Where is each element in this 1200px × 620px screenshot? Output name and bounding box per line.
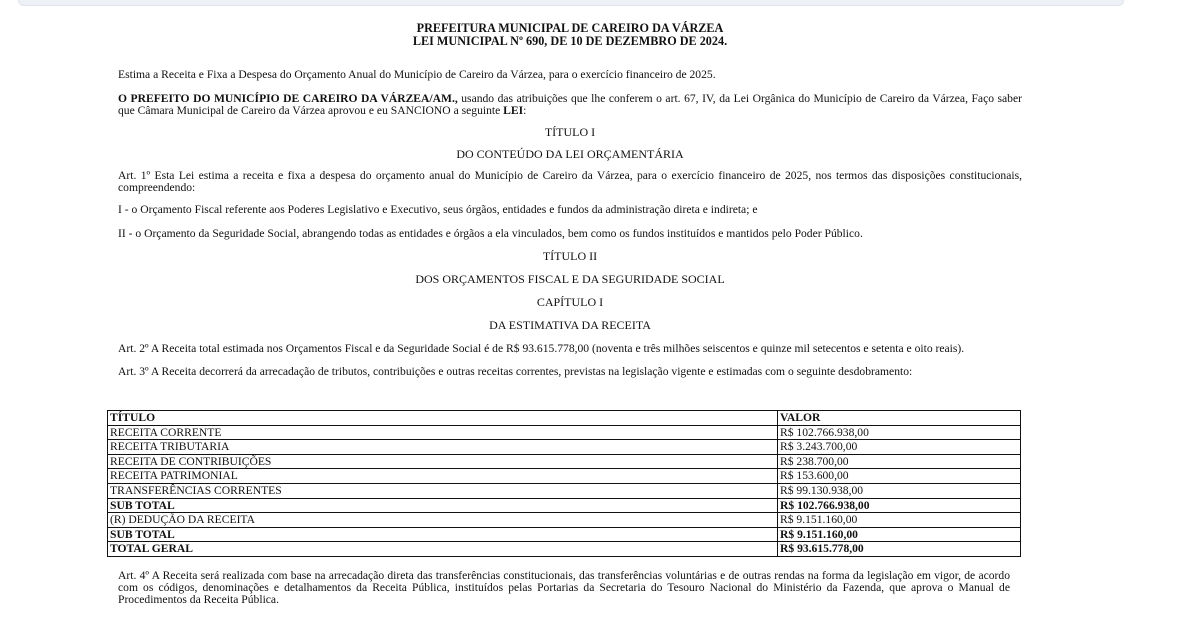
document-body <box>118 22 1022 378</box>
inciso-1: I - o Orçamento Fiscal referente aos Poderes Legislativo e Executivo, seus órgãos, entidades e fundos da administração direta e indireta; e <box>118 203 758 216</box>
table-row <box>108 469 1021 484</box>
table-row <box>108 440 1021 455</box>
table-cell-title: RECEITA CORRENTE <box>108 425 778 440</box>
table-row <box>108 454 1021 469</box>
table-cell-value: R$ 238.700,00 <box>778 454 1021 469</box>
table-cell-value: R$ 3.243.700,00 <box>778 440 1021 455</box>
table-cell-value: R$ 9.151.160,00 <box>778 527 1021 542</box>
table-cell-value: R$ 93.615.778,00 <box>778 542 1021 557</box>
table-header-row <box>108 411 1021 426</box>
titulo-2-label: TÍTULO II <box>542 249 598 263</box>
article-4: Art. 4º A Receita será realizada com base na arrecadação direta das transferências constitucionais, das transferências voluntárias e de outras rendas na forma da legislação em vigor, de acordo com os códigos, denominações e detalhamentos da Receita Pública, instituídos pelas Portarias da Secretaria do Tesouro Nacional do Ministério da Fazenda, que aprova o Manual de Procedimentos da Receita Pública. <box>118 569 1010 606</box>
table-row-subtotal <box>108 527 1021 542</box>
preambulo <box>118 93 1022 117</box>
table-row-total <box>108 542 1021 557</box>
table-row <box>108 513 1021 528</box>
revenue-table <box>107 410 1021 557</box>
article-1: Art. 1º Esta Lei estima a receita e fixa a despesa do orçamento anual do Município de Careiro da Várzea, para o exercício financeiro de 2025, nos termos das disposições constitucionais, compreendendo: <box>118 169 1022 194</box>
preambulo-colon: : <box>523 104 527 117</box>
table-header-valor: VALOR <box>778 411 1021 426</box>
preambulo-lei: LEI <box>503 104 524 117</box>
capitulo-1-label: CAPÍTULO I <box>536 295 604 309</box>
table-cell-value: R$ 153.600,00 <box>778 469 1021 484</box>
table-cell-value: R$ 102.766.938,00 <box>778 425 1021 440</box>
ementa: Estima a Receita e Fixa a Despesa do Orçamento Anual do Município de Careiro da Várzea, para o exercício financeiro de 2025. <box>118 68 716 81</box>
table-cell-title: TOTAL GERAL <box>108 542 778 557</box>
table-cell-title: SUB TOTAL <box>108 498 778 513</box>
header-line-2: LEI MUNICIPAL Nº 690, DE 10 DE DEZEMBRO DE 2024. <box>412 34 728 48</box>
table-cell-value: R$ 99.130.938,00 <box>778 483 1021 498</box>
capitulo-1-name: DA ESTIMATIVA DA RECEITA <box>489 318 651 332</box>
table-cell-title: RECEITA TRIBUTARIA <box>108 440 778 455</box>
table-cell-title: TRANSFERÊNCIAS CORRENTES <box>108 483 778 498</box>
header-line-1: PREFEITURA MUNICIPAL DE CAREIRO DA VÁRZEA <box>416 21 724 35</box>
table-cell-title: RECEITA DE CONTRIBUIÇÕES <box>108 454 778 469</box>
table-cell-title: (R) DEDUÇÃO DA RECEITA <box>108 513 778 528</box>
article-3: Art. 3º A Receita decorrerá da arrecadação de tributos, contribuições e outras receitas correntes, previstas na legislação vigente e estimadas com o seguinte desdobramento: <box>118 365 913 378</box>
table-row <box>108 425 1021 440</box>
titulo-1-name: DO CONTEÚDO DA LEI ORÇAMENTÁRIA <box>456 147 684 161</box>
table-header-titulo: TÍTULO <box>108 411 778 426</box>
document-header <box>118 22 1022 48</box>
preambulo-lead: O PREFEITO DO MUNICÍPIO DE CAREIRO DA VÁRZEA/AM., <box>118 92 458 105</box>
table-cell-value: R$ 102.766.938,00 <box>778 498 1021 513</box>
table-cell-value: R$ 9.151.160,00 <box>778 513 1021 528</box>
titulo-1-label: TÍTULO I <box>544 125 596 139</box>
preambulo-text: usando das atribuições que lhe conferem o art. 67, IV, da Lei Orgânica do Município de Careiro da Várzea, Faço saber que Câmara Municipal de Careiro da Várzea aprovou e eu SANCIONO a seguinte <box>118 92 1022 117</box>
table-cell-title: RECEITA PATRIMONIAL <box>108 469 778 484</box>
table-row-subtotal <box>108 498 1021 513</box>
browser-top-strip <box>18 0 1124 6</box>
inciso-2: II - o Orçamento da Seguridade Social, abrangendo todas as entidades e órgãos a ela vinculados, bem como os fundos instituídos e mantidos pelo Poder Público. <box>118 227 863 240</box>
titulo-2-name: DOS ORÇAMENTOS FISCAL E DA SEGURIDADE SOCIAL <box>415 272 725 286</box>
table-cell-title: SUB TOTAL <box>108 527 778 542</box>
table-row <box>108 483 1021 498</box>
article-2: Art. 2º A Receita total estimada nos Orçamentos Fiscal e da Seguridade Social é de R$ 93.615.778,00 (noventa e três milhões seiscentos e quinze mil setecentos e setenta e oito reais). <box>118 342 965 355</box>
